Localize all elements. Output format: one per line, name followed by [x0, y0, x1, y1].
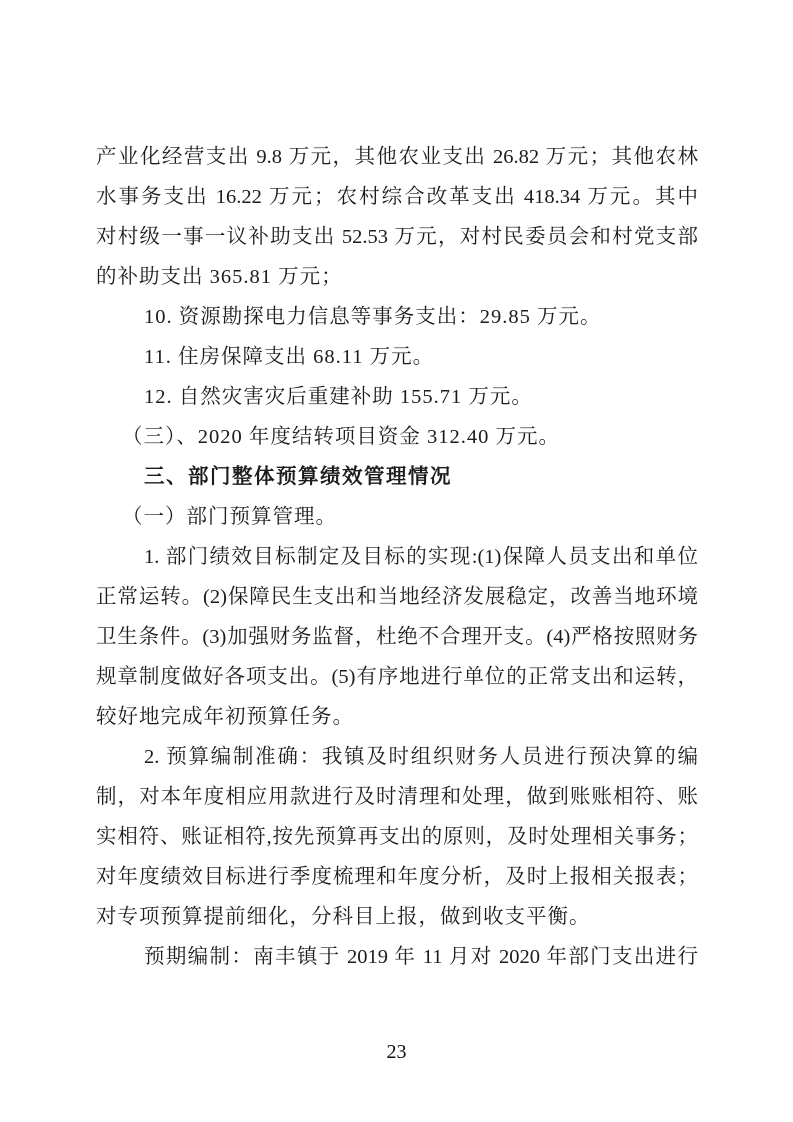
subsection-3-line: （三）、2020 年度结转项目资金 312.40 万元。: [122, 426, 560, 448]
text-line: 2. 预算编制准确：我镇及时组织财务人员进行预决算的编: [144, 746, 698, 768]
text-line: 水事务支出 16.22 万元；农村综合改革支出 418.34 万元。其中: [96, 186, 698, 208]
text-line: 对专项预算提前细化，分科目上报，做到收支平衡。: [96, 906, 591, 928]
text-line: 制，对本年度相应用款进行及时清理和处理，做到账账相符、账: [96, 786, 698, 808]
text-line: 对年度绩效目标进行季度梳理和年度分析，及时上报相关报表；: [96, 866, 698, 888]
text-line: 卫生条件。(3)加强财务监督，杜绝不合理开支。(4)严格按照财务: [96, 626, 698, 648]
text-line: 规章制度做好各项支出。(5)有序地进行单位的正常支出和运转，: [96, 666, 698, 688]
text-line: 预期编制：南丰镇于 2019 年 11 月对 2020 年部门支出进行: [144, 946, 698, 968]
list-item-12: 12. 自然灾害灾后重建补助 155.71 万元。: [144, 386, 533, 408]
body-text: [96, 137, 698, 977]
text-line: 正常运转。(2)保障民生支出和当地经济发展稳定，改善当地环境: [96, 586, 698, 608]
list-item-11: 11. 住房保障支出 68.11 万元。: [144, 346, 435, 368]
text-line: 较好地完成年初预算任务。: [96, 706, 354, 728]
text-line: 实相符、账证相符,按先预算再支出的原则，及时处理相关事务；: [96, 826, 698, 848]
text-line: 对村级一事一议补助支出 52.53 万元，对村民委员会和村党支部: [96, 226, 698, 248]
subsection-1-line: （一）部门预算管理。: [122, 506, 337, 528]
page-number: 23: [386, 1041, 407, 1063]
list-item-10: 10. 资源勘探电力信息等事务支出：29.85 万元。: [144, 306, 602, 328]
text-line: 1. 部门绩效目标制定及目标的实现:(1)保障人员支出和单位: [144, 546, 698, 568]
text-line: 的补助支出 365.81 万元；: [96, 266, 343, 288]
section-heading: 三、部门整体预算绩效管理情况: [144, 465, 452, 488]
text-line: 产业化经营支出 9.8 万元，其他农业支出 26.82 万元；其他农林: [96, 146, 698, 168]
